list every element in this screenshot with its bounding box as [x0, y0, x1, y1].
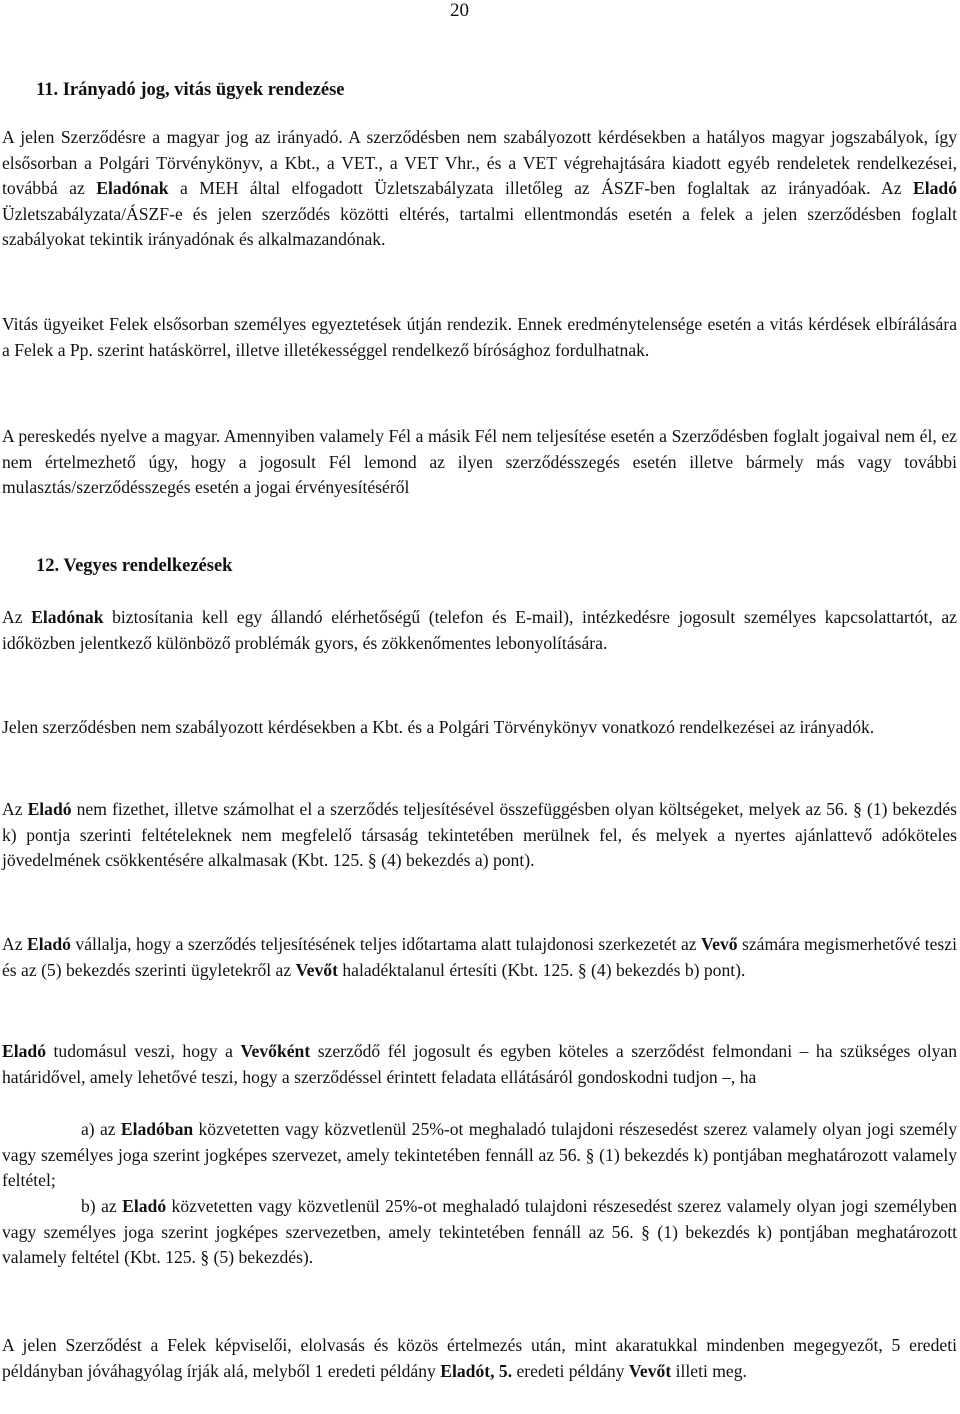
text-run: Az: [2, 934, 27, 954]
list-item-a: [2, 1117, 957, 1194]
text-run: tudomásul veszi, hogy a: [46, 1041, 241, 1061]
bold-text: Eladó: [26, 934, 71, 954]
page-number: 20: [450, 0, 469, 21]
text-run: eredeti példány: [512, 1360, 629, 1381]
text-run: b) az: [81, 1196, 123, 1216]
text-run: közvetetten vagy közvetlenül 25%-ot meghaladó tulajdoni részesedést szerez valamely olyan jogi személyben vagy személyes joga szerint jogképes szervezetben, amely tekintetében fennáll az 56. § (1) bekezdés k) pontjában meghatározott valamely feltétel (Kbt. 125. § (5) bekezdés).: [2, 1196, 958, 1267]
bold-text: Vevő: [701, 934, 738, 954]
section-12-paragraph-4: [2, 932, 957, 983]
text-run: szerződő fél jogosult és egyben köteles a szerződést felmondani – ha szükséges olyan határidővel, amely lehetővé teszi, hogy a szerződéssel érintett feladata ellátásáról gondoskodni tudjon –, ha: [2, 1041, 958, 1087]
section-12-paragraph-6: [2, 1333, 957, 1384]
text-run: a) az: [81, 1119, 121, 1139]
text-run: Az: [2, 607, 32, 627]
text-run: illeti meg.: [671, 1360, 747, 1381]
section-12-paragraph-5: [2, 1039, 957, 1090]
bold-text: Eladónak: [31, 607, 104, 627]
bold-text: Vevőt: [628, 1360, 672, 1381]
section-12-paragraph-3: [2, 797, 957, 874]
text-run: A jelen Szerződést a Felek képviselői, elolvasás és közös értelmezés után, mint akaratukkal mindenben megegyezőt, 5 eredeti példányban jóváhagyólag írják alá, melyből 1 eredeti példány: [2, 1335, 957, 1381]
section-12-paragraph-2: Jelen szerződésben nem szabályozott kérdésekben a Kbt. és a Polgári Törvénykönyv vonatkozó rendelkezései az irányadók.: [2, 717, 875, 737]
section-12-paragraph-1: [2, 605, 957, 656]
text-run: vállalja, hogy a szerződés teljesítésének teljes időtartama alatt tulajdonosi szerkezetét az: [70, 934, 702, 954]
bold-text: Eladó: [27, 799, 72, 819]
bold-text: Vevőt: [295, 959, 338, 980]
text-run: haladéktalanul értesíti (Kbt. 125. § (4) bekezdés b) pont).: [337, 959, 746, 980]
text-run: számára megismerhetővé teszi és az (5) bekezdés szerinti ügyletekről az: [2, 934, 957, 980]
bold-text: Eladó: [912, 178, 957, 198]
section-11-paragraph-1: [2, 125, 957, 253]
section-11-paragraph-2: Vitás ügyeiket Felek elsősorban személyes egyeztetések útján rendezik. Ennek eredménytelensége esetén a vitás kérdések elbírálására a Felek a Pp. szerint hatáskörrel, illetve illetékességgel rendelkező bírósághoz fordulhatnak.: [2, 314, 957, 360]
section-11-heading: 11. Irányadó jog, vitás ügyek rendezése: [36, 80, 345, 100]
bold-text: Vevőként: [240, 1041, 311, 1061]
text-run: a MEH által elfogadott Üzletszabályzata illetőleg az ÁSZF-ben foglaltak az irányadóak. Az: [168, 178, 913, 198]
list-item-b: [2, 1194, 957, 1271]
text-run: Üzletszabályzata/ÁSZF-e és jelen szerződés közötti eltérés, tartalmi ellentmondás esetén a felek a jelen szerződésben foglalt szabályokat tekintik irányadónak és alkalmazandónak.: [2, 203, 957, 249]
section-12-heading: 12. Vegyes rendelkezések: [36, 556, 233, 576]
bold-text: Eladó: [122, 1196, 167, 1216]
text-run: nem fizethet, illetve számolhat el a szerződés teljesítésével összefüggésben olyan költségeket, melyek az 56. § (1) bekezdés k) pontja szerinti feltételeknek nem megfelelő társaság tekintetében merülnek fel, és melyek a nyertes ajánlattevő adóköteles jövedelmének csökkentésére alkalmasak (Kbt. 125. § (4) bekezdés a) pont).: [2, 799, 957, 870]
section-11-paragraph-3: A pereskedés nyelve a magyar. Amennyiben valamely Fél a másik Fél nem teljesítése esetén a Szerződésben foglalt jogaival nem él, ez nem értelmezhető úgy, hogy a jogosult Fél lemond az ilyen szerződésszegés esetén illetve bármely más vagy további mulasztás/szerződésszegés esetén a jogai érvényesítéséről: [2, 426, 957, 497]
bold-text: Eladónak: [96, 178, 169, 198]
text-run: Az: [2, 799, 28, 819]
text-run: A jelen Szerződésre a magyar jog az irányadó. A szerződésben nem szabályozott kérdésekben a hatályos magyar jogszabályok, így elsősorban a Polgári Törvénykönyv, a Kbt., a VET., a VET Vhr., és a VET végrehajtására kiadott egyéb rendeletek rendelkezései, továbbá az: [2, 127, 957, 198]
text-run: biztosítania kell egy állandó elérhetőségű (telefon és E-mail), intézkedésre jogosult személyes kapcsolattartót, az időközben jelentkező különböző problémák gyors, és zökkenőmentes lebonyolítására.: [2, 607, 957, 653]
bold-text: Eladót, 5.: [440, 1360, 513, 1381]
bold-text: Eladó: [2, 1041, 47, 1061]
bold-text: Eladóban: [120, 1119, 194, 1139]
text-run: közvetetten vagy közvetlenül 25%-ot meghaladó tulajdoni részesedést szerez valamely olyan jogi személy vagy személyes joga szerint jogképes szervezet, amely tekintetében fennáll az 56. § (1) bekezdés k) pontjában meghatározott valamely feltétel;: [2, 1119, 957, 1190]
